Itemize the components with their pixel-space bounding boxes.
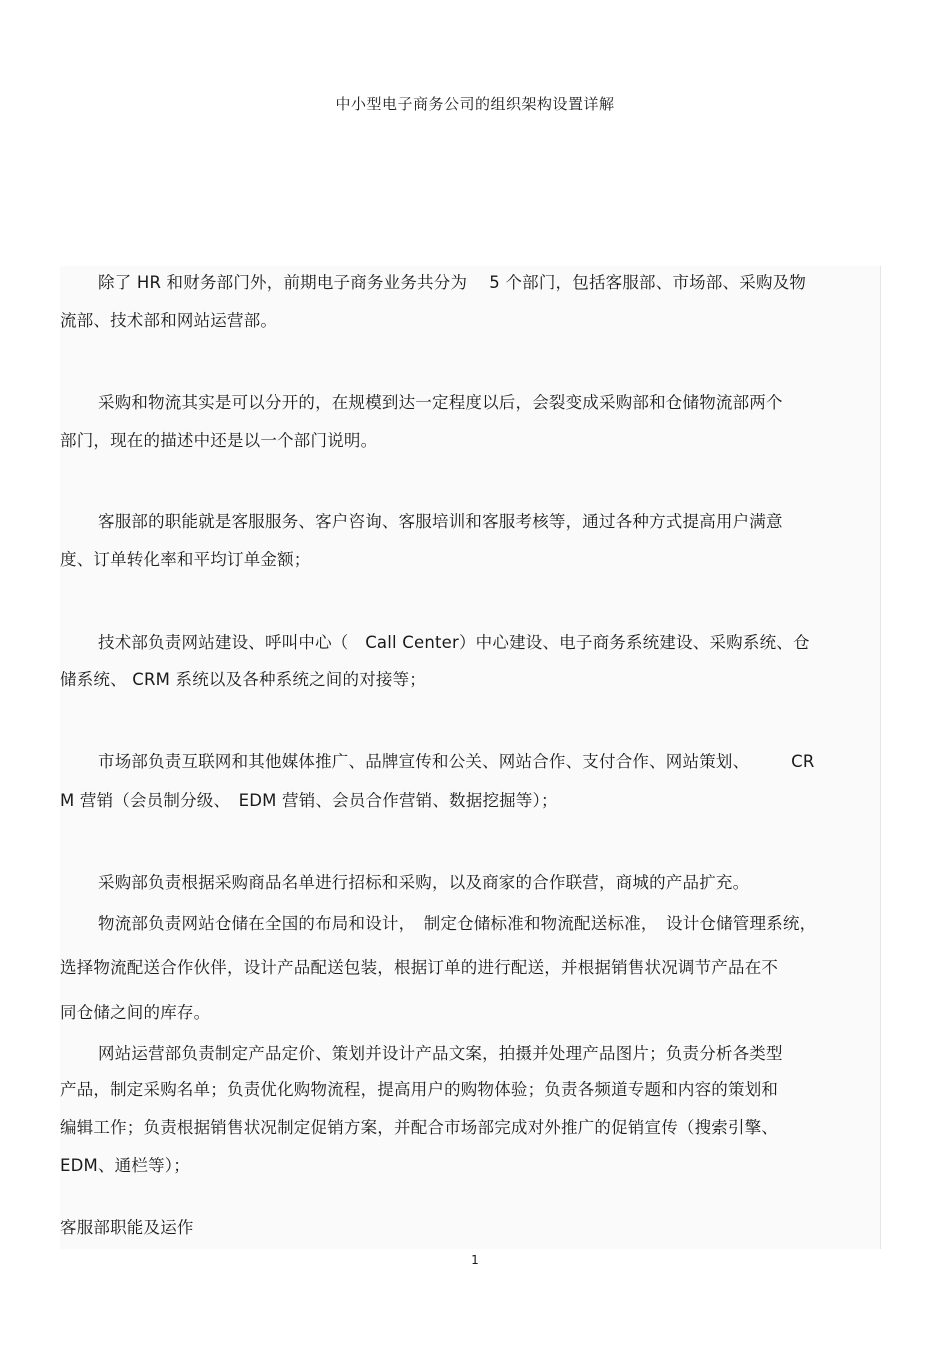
paragraph-site-operations-line-1: 网站运营部负责制定产品定价、策划并设计产品文案，拍摄并处理产品图片；负责分析各类型 xyxy=(98,1044,783,1063)
paragraph-logistics-line-3: 同仓储之间的库存。 xyxy=(60,1003,211,1022)
paragraph-tech-line-1: 技术部负责网站建设、呼叫中心（ Call Center）中心建设、电子商务系统建设、采购系统、仓 xyxy=(98,633,810,652)
paragraph-logistics-line-2: 选择物流配送合作伙伴，设计产品配送包装，根据订单的进行配送，并根据销售状况调节产品在不 xyxy=(60,958,779,977)
paragraph-departments-line-2: 流部、技术部和网站运营部。 xyxy=(60,311,278,330)
paragraph-logistics-line-1: 物流部负责网站仓储在全国的布局和设计， 制定仓储标准和物流配送标准， 设计仓储管理系统， xyxy=(98,914,817,933)
paragraph-tech-line-2: 储系统、 CRM 系统以及各种系统之间的对接等； xyxy=(60,670,427,689)
section-heading: 客服部职能及运作 xyxy=(60,1218,194,1237)
page-number: 1 xyxy=(471,1253,479,1267)
paragraph-marketing-line-1: 市场部负责互联网和其他媒体推广、品牌宣传和公关、网站合作、支付合作、网站策划、 CR xyxy=(98,752,815,771)
paragraph-site-operations-line-4: EDM、通栏等）； xyxy=(60,1156,190,1175)
paragraph-procurement-logistics-line-2: 部门，现在的描述中还是以一个部门说明。 xyxy=(60,431,378,450)
paragraph-procurement-logistics-line-1: 采购和物流其实是可以分开的，在规模到达一定程度以后，会裂变成采购部和仓储物流部两个 xyxy=(98,393,783,412)
paragraph-site-operations-line-3: 编辑工作；负责根据销售状况制定促销方案，并配合市场部完成对外推广的促销宣传（搜索引擎、 xyxy=(60,1118,779,1137)
paragraph-marketing-line-2: M 营销（会员制分级、 EDM 营销、会员合作营销、数据挖掘等）； xyxy=(60,791,558,810)
paragraph-procurement: 采购部负责根据采购商品名单进行招标和采购，以及商家的合作联营，商城的产品扩充。 xyxy=(98,873,750,892)
paragraph-site-operations-line-2: 产品，制定采购名单；负责优化购物流程，提高用户的购物体验；负责各频道专题和内容的策划和 xyxy=(60,1080,779,1099)
paragraph-customer-service-line-2: 度、订单转化率和平均订单金额； xyxy=(60,550,311,569)
page-title: 中小型电子商务公司的组织架构设置详解 xyxy=(335,95,615,113)
paragraph-departments-line-1: 除了 HR 和财务部门外，前期电子商务业务共分为 5 个部门，包括客服部、市场部、采购及物 xyxy=(98,273,807,292)
paragraph-customer-service-line-1: 客服部的职能就是客服服务、客户咨询、客服培训和客服考核等，通过各种方式提高用户满意 xyxy=(98,512,783,531)
